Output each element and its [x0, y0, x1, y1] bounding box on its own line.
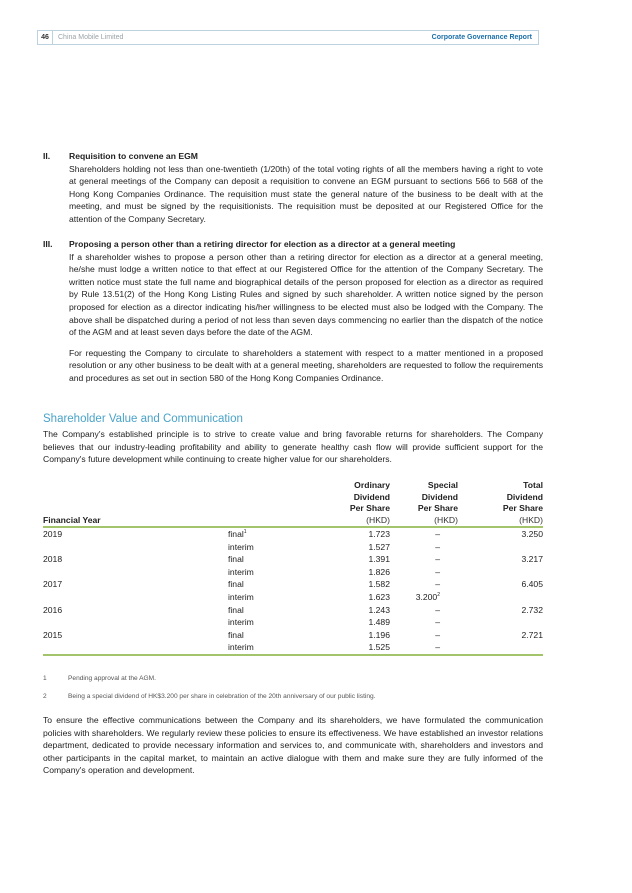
section-title: Corporate Governance Report [431, 34, 532, 41]
total-cell [458, 641, 543, 655]
ordinary-cell: 1.723 [368, 529, 390, 539]
section-text: Shareholders holding not less than one-twentieth (1/20th) of the total voting rights of all the members having a right to vote at general meetings of the Company can deposit a requisition to convene an EGM pursuant to sections 566 to 568 of the Hong Kong Companies Ordinance. The requisition must state the general nature of the business to be dealt with at the meeting, and must be signed by the requisitionists. The requisition must be deposited at our Registered Office for the attention of the Company Secretary. [69, 163, 543, 224]
type-cell: interim [228, 591, 254, 602]
ordinary-cell: 1.243 [368, 604, 390, 615]
type-cell: final [228, 579, 244, 590]
type-cell: final$^1$ [228, 529, 247, 539]
special-cell: – [435, 617, 440, 628]
total-cell: 2.732 [521, 604, 543, 615]
total-cell: 3.217 [521, 554, 543, 565]
section-ii [43, 150, 543, 226]
table-row [43, 541, 543, 554]
year-cell [43, 566, 228, 579]
type-cell: interim [228, 541, 254, 552]
total-cell: 6.405 [521, 579, 543, 590]
running-header [37, 30, 539, 45]
section-text: If a shareholder wishes to propose a person other than a retiring director for election as a director at a general meeting, he/she must lodge a written notice to that effect at our Registered Office for the attention of the Company Secretary. The written notice must state the full name and biographical details of the person proposed for election as a director as required by Rule 13.51(2) of the Hong Kong Listing Rules and signed by such shareholder. A written notice signed by the person proposed for election as a director indicating his/her willingness to be elected must also be lodged with the Company. The above shall be dispatched during a period of not less than seven days commencing no earlier than the dispatch of the notice of the AGM and at least seven days before the date of the AGM. [69, 251, 543, 338]
company-name: China Mobile Limited [58, 34, 124, 41]
special-cell: – [435, 541, 440, 552]
col-special: Special Dividend Per Share (HKD) [417, 480, 458, 525]
table-row [43, 566, 543, 579]
footnote-1: 1 Pending approval at the AGM. [43, 675, 156, 682]
table-row [43, 528, 543, 541]
type-cell: final [228, 604, 244, 615]
table-row [43, 578, 543, 591]
shareholder-value-intro: The Company's established principle is to strive to create value and bring favorable returns for shareholders. The Company believes that our industry-leading profitability and ability to generate healthy cash flow will provide sufficient support for the Company's future development while continuing to create higher value for our shareholders. [43, 429, 543, 465]
col-ordinary: Ordinary Dividend Per Share (HKD) [349, 480, 390, 525]
section-text-2: For requesting the Company to circulate to shareholders a statement with respect to a matter mentioned in a proposed resolution or any other business to be dealt with at a general meeting, shareholders are requested to follow the requirements and procedures as set out in section 580 of the Hong Kong Companies Ordinance. [69, 347, 543, 383]
year-cell [43, 591, 228, 604]
year-cell: 2015 [43, 629, 63, 640]
year-cell: 2018 [43, 554, 63, 565]
special-cell: – [435, 566, 440, 577]
total-cell [458, 591, 543, 604]
section-number: III. [43, 239, 53, 249]
type-cell: interim [228, 617, 254, 628]
total-cell [458, 566, 543, 579]
year-cell [43, 641, 228, 655]
communication-paragraph: To ensure the effective communications between the Company and its shareholders, we have formulated the communication policies with shareholders. We regularly review these policies to ensure its effectiveness. We have established an investor relations department, dedicated to provide necessary information and services to, and communicate with, shareholders and investors and other participants in the capital market, to maintain an active dialogue with them and make sure they are fully informed of the Company's operation and development. [43, 715, 543, 776]
section-iii [43, 238, 543, 385]
section-heading: Proposing a person other than a retiring director for election as a director at a general meeting [69, 239, 456, 249]
special-cell: – [435, 604, 440, 615]
table-row [43, 616, 543, 629]
type-cell: interim [228, 642, 254, 653]
total-cell: 2.721 [521, 629, 543, 640]
table-row [43, 553, 543, 566]
year-cell: 2016 [43, 604, 63, 615]
page-number: 46 [38, 31, 53, 44]
dividend-table [43, 480, 543, 656]
section-heading: Requisition to convene an EGM [69, 151, 198, 161]
year-cell [43, 541, 228, 554]
section-number: II. [43, 151, 51, 161]
year-cell [43, 616, 228, 629]
type-cell: final [228, 554, 244, 565]
ordinary-cell: 1.196 [368, 629, 390, 640]
ordinary-cell: 1.489 [368, 617, 390, 628]
col-total: Total Dividend Per Share (HKD) [502, 480, 543, 525]
special-cell: – [435, 629, 440, 640]
ordinary-cell: 1.582 [368, 579, 390, 590]
table-row [43, 629, 543, 642]
ordinary-cell: 1.527 [368, 541, 390, 552]
type-cell: interim [228, 566, 254, 577]
col-financial-year: Financial Year [43, 514, 101, 525]
year-cell: 2019 [43, 529, 63, 539]
special-cell: – [435, 529, 440, 539]
total-cell: 3.250 [521, 529, 543, 539]
ordinary-cell: 1.623 [368, 591, 390, 602]
table-row [43, 641, 543, 655]
type-cell: final [228, 629, 244, 640]
special-cell: – [435, 642, 440, 653]
special-cell: 3.200$^2$ [415, 591, 440, 602]
table-row [43, 604, 543, 617]
special-cell: – [435, 579, 440, 590]
year-cell: 2017 [43, 579, 63, 590]
special-cell: – [435, 554, 440, 565]
table-row [43, 591, 543, 604]
ordinary-cell: 1.826 [368, 566, 390, 577]
ordinary-cell: 1.391 [368, 554, 390, 565]
ordinary-cell: 1.525 [368, 642, 390, 653]
total-cell [458, 541, 543, 554]
shareholder-value-heading: Shareholder Value and Communication [43, 413, 243, 425]
footnote-2: 2 Being a special dividend of HK$3.200 per share in celebration of the 20th anniversary of our public listing. [43, 693, 376, 700]
total-cell [458, 616, 543, 629]
